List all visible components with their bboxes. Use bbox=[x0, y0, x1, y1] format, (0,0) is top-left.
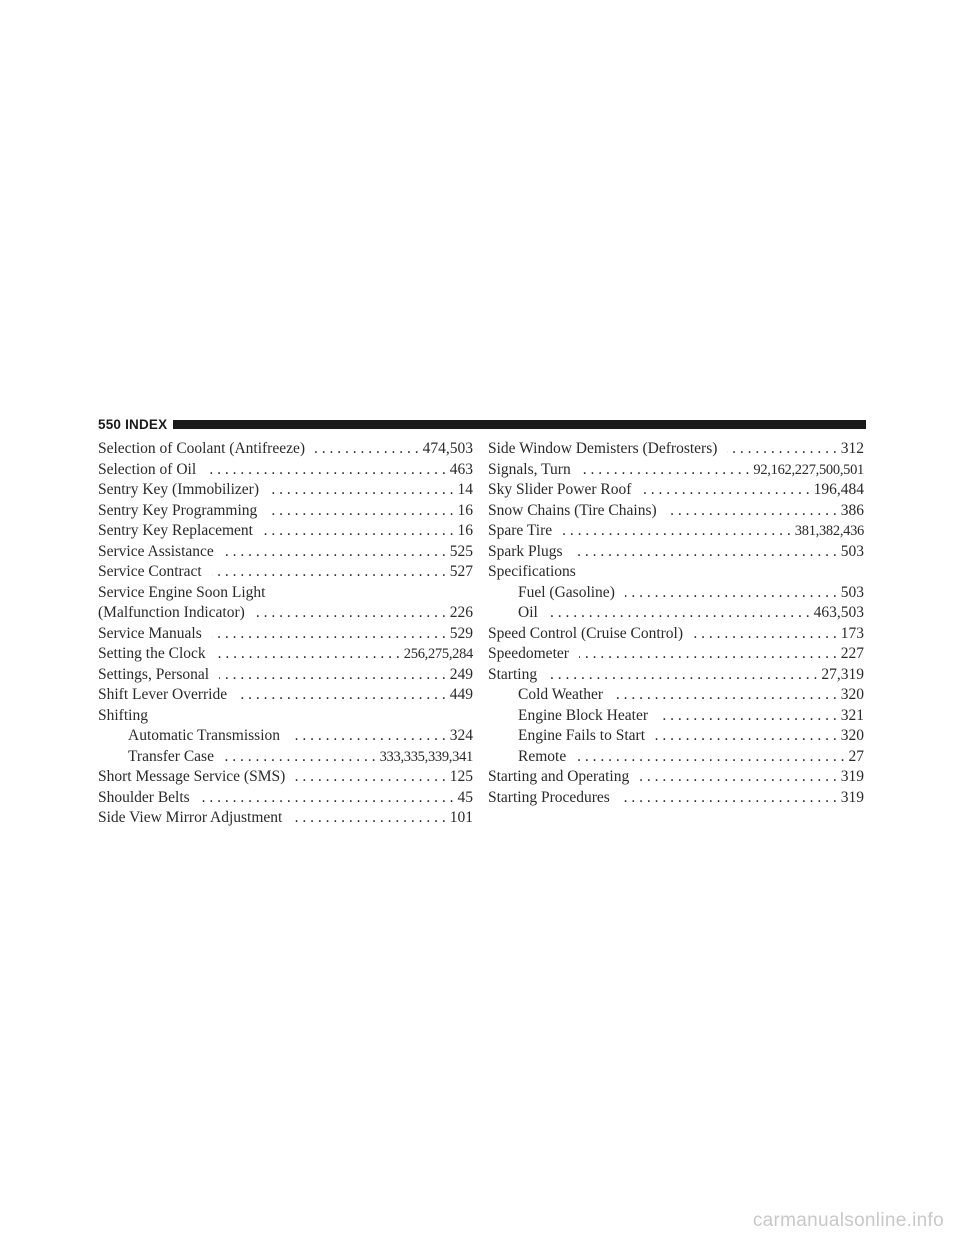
index-term: Fuel (Gasoline) bbox=[518, 583, 615, 601]
section-title: INDEX bbox=[125, 416, 168, 432]
index-page-ref: 386 bbox=[840, 501, 864, 519]
index-entry bbox=[98, 563, 473, 584]
index-entry bbox=[98, 686, 473, 707]
index-term: Shift Lever Override bbox=[98, 686, 228, 703]
index-term: (Malfunction Indicator) bbox=[98, 604, 245, 621]
dot-leader bbox=[576, 748, 844, 766]
index-entry bbox=[488, 707, 864, 728]
index-entry bbox=[98, 604, 473, 625]
index-page-ref: 319 bbox=[840, 788, 864, 806]
index-entry bbox=[98, 789, 473, 810]
index-page-ref: 101 bbox=[449, 809, 473, 826]
dot-leader bbox=[658, 707, 837, 725]
dot-leader bbox=[206, 461, 446, 479]
dot-leader bbox=[613, 686, 837, 704]
dot-leader bbox=[267, 502, 453, 520]
index-term: Selection of Oil bbox=[98, 460, 197, 478]
index-term: Sentry Key Replacement bbox=[98, 522, 253, 539]
index-page-ref: 333,335,339,341 bbox=[379, 748, 473, 765]
dot-leader bbox=[620, 789, 837, 807]
index-term: Starting Procedures bbox=[488, 788, 610, 806]
dot-leader bbox=[255, 604, 446, 622]
index-page-ref: 14 bbox=[457, 481, 473, 498]
dot-leader bbox=[573, 543, 837, 561]
index-entry bbox=[488, 666, 864, 687]
index-entry bbox=[488, 686, 864, 707]
index-page-ref: 312 bbox=[840, 440, 864, 457]
dot-leader bbox=[263, 522, 454, 540]
index-page-ref: 321 bbox=[840, 706, 864, 724]
index-page-ref: 256,275,284 bbox=[403, 646, 473, 662]
index-term: Specifications bbox=[488, 563, 576, 580]
dot-leader bbox=[655, 727, 837, 745]
dot-leader bbox=[219, 666, 446, 684]
index-page-ref: 125 bbox=[449, 768, 473, 785]
dot-leader bbox=[693, 625, 837, 643]
index-page-ref: 319 bbox=[840, 768, 864, 785]
index-term: Service Assistance bbox=[98, 542, 214, 560]
index-entry bbox=[98, 502, 473, 523]
dot-leader bbox=[641, 481, 809, 499]
index-entry bbox=[488, 645, 864, 666]
index-page-ref: 503 bbox=[840, 542, 864, 560]
dot-leader bbox=[292, 809, 445, 827]
index-term: Selection of Coolant (Antifreeze) bbox=[98, 440, 306, 457]
index-term: Side View Mirror Adjustment bbox=[98, 809, 283, 826]
index-entry bbox=[98, 809, 473, 830]
index-entry bbox=[488, 543, 864, 564]
index-page-ref: 45 bbox=[457, 788, 473, 806]
index-column-right bbox=[488, 440, 864, 809]
index-entry bbox=[488, 563, 864, 584]
index-page-ref: 196,484 bbox=[813, 481, 864, 498]
index-term: Settings, Personal bbox=[98, 665, 210, 683]
index-page-ref: 324 bbox=[449, 727, 473, 744]
index-term: Remote bbox=[518, 747, 567, 765]
dot-leader bbox=[548, 604, 810, 622]
index-term: Shifting bbox=[98, 706, 148, 724]
index-entry bbox=[98, 625, 473, 646]
index-page-ref: 463,503 bbox=[813, 604, 864, 621]
index-page-ref: 27 bbox=[848, 747, 864, 765]
index-entry bbox=[98, 666, 473, 687]
page-header bbox=[98, 415, 866, 433]
index-entry bbox=[488, 748, 864, 769]
index-column-left bbox=[98, 440, 473, 830]
index-page-ref: 16 bbox=[457, 522, 473, 539]
index-term: Starting bbox=[488, 665, 538, 683]
index-entry bbox=[488, 604, 864, 625]
index-entry bbox=[98, 645, 473, 666]
index-entry bbox=[98, 543, 473, 564]
dot-leader bbox=[581, 461, 750, 479]
index-term: Sky Slider Power Roof bbox=[488, 481, 632, 498]
index-term: Short Message Service (SMS) bbox=[98, 768, 286, 785]
index-term: Shoulder Belts bbox=[98, 788, 190, 806]
index-entry bbox=[488, 584, 864, 605]
index-term: Snow Chains (Tire Chains) bbox=[488, 501, 657, 519]
index-entry bbox=[98, 481, 473, 502]
dot-leader bbox=[547, 666, 817, 684]
index-term: Engine Block Heater bbox=[518, 706, 648, 724]
dot-leader bbox=[727, 440, 836, 458]
index-page-ref: 27,319 bbox=[821, 665, 864, 683]
dot-leader bbox=[200, 789, 454, 807]
index-entry bbox=[488, 502, 864, 523]
index-page-ref: 320 bbox=[840, 727, 864, 744]
index-term: Automatic Transmission bbox=[128, 727, 281, 744]
dot-leader bbox=[237, 686, 446, 704]
index-page-ref: 16 bbox=[457, 501, 473, 519]
dot-leader bbox=[639, 768, 837, 786]
index-entry bbox=[98, 707, 473, 728]
index-term: Speedometer bbox=[488, 645, 569, 662]
index-page-ref: 527 bbox=[449, 563, 473, 580]
index-page-ref: 173 bbox=[840, 624, 864, 642]
header-rule bbox=[173, 420, 866, 429]
watermark: carmanualsonline.info bbox=[752, 1210, 944, 1231]
index-entry bbox=[488, 727, 864, 748]
dot-leader bbox=[224, 748, 376, 766]
index-page-ref: 227 bbox=[840, 645, 864, 662]
index-entry bbox=[488, 481, 864, 502]
index-term: Sentry Key (Immobilizer) bbox=[98, 481, 259, 498]
index-page-ref: 226 bbox=[449, 604, 473, 621]
dot-leader bbox=[224, 543, 446, 561]
index-term: Speed Control (Cruise Control) bbox=[488, 624, 684, 642]
index-entry bbox=[98, 461, 473, 482]
index-term: Side Window Demisters (Defrosters) bbox=[488, 440, 718, 457]
index-term: Engine Fails to Start bbox=[518, 727, 646, 744]
dot-leader bbox=[625, 584, 837, 602]
index-page-ref: 503 bbox=[840, 583, 864, 601]
index-page-ref: 381,382,436 bbox=[794, 523, 864, 539]
index-term: Starting and Operating bbox=[488, 768, 630, 785]
index-term: Service Manuals bbox=[98, 624, 202, 642]
dot-leader bbox=[579, 645, 837, 663]
index-term: Cold Weather bbox=[518, 686, 603, 703]
dot-leader bbox=[212, 563, 446, 581]
dot-leader bbox=[212, 625, 446, 643]
index-entry bbox=[98, 768, 473, 789]
dot-leader bbox=[562, 522, 791, 540]
index-entry bbox=[488, 522, 864, 543]
index-entry bbox=[488, 789, 864, 810]
page-header-label bbox=[98, 417, 167, 432]
index-entry bbox=[488, 461, 864, 482]
index-entry bbox=[98, 748, 473, 769]
dot-leader bbox=[315, 440, 419, 458]
index-term: Transfer Case bbox=[128, 747, 214, 765]
index-page-ref: 525 bbox=[449, 542, 473, 560]
index-page-ref: 474,503 bbox=[422, 440, 473, 457]
index-term: Oil bbox=[518, 604, 538, 621]
index-term: Spark Plugs bbox=[488, 542, 563, 560]
index-term: Setting the Clock bbox=[98, 645, 206, 662]
index-entry bbox=[98, 584, 473, 605]
index-page-ref: 463 bbox=[449, 460, 473, 478]
dot-leader bbox=[269, 481, 454, 499]
dot-leader bbox=[295, 768, 445, 786]
dot-leader bbox=[667, 502, 837, 520]
index-entry bbox=[98, 727, 473, 748]
index-entry bbox=[488, 625, 864, 646]
index-page-ref: 320 bbox=[840, 686, 864, 703]
index-entry bbox=[98, 440, 473, 461]
dot-leader bbox=[290, 727, 446, 745]
index-page-ref: 249 bbox=[449, 665, 473, 683]
dot-leader bbox=[216, 645, 400, 663]
index-page-ref: 449 bbox=[449, 686, 473, 703]
index-entry bbox=[488, 768, 864, 789]
index-page-ref: 529 bbox=[449, 624, 473, 642]
index-term: Sentry Key Programming bbox=[98, 501, 258, 519]
page-number: 550 bbox=[98, 416, 122, 432]
index-entry bbox=[98, 522, 473, 543]
index-term: Service Engine Soon Light bbox=[98, 583, 266, 601]
index-term: Service Contract bbox=[98, 563, 202, 580]
index-page-ref: 92,162,227,500,501 bbox=[753, 461, 864, 478]
index-term: Signals, Turn bbox=[488, 460, 571, 478]
index-entry bbox=[488, 440, 864, 461]
index-term: Spare Tire bbox=[488, 522, 553, 539]
